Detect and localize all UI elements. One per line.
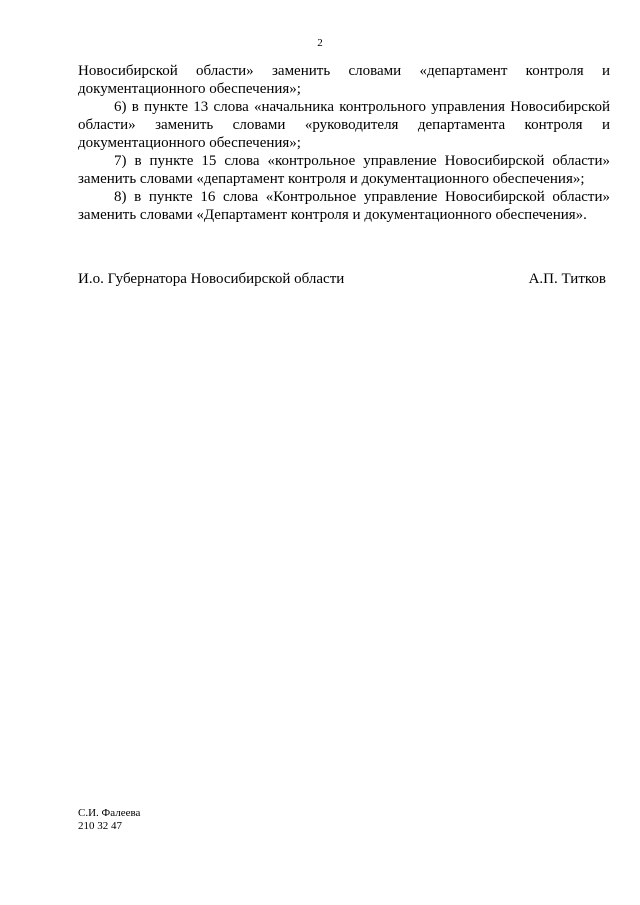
paragraph-item-6: 6) в пункте 13 слова «начальника контрольного управления Новосибирской области» заменить словами «руководителя департамента контроля и документационного обеспечения»; (78, 99, 610, 151)
executor-phone: 210 32 47 (78, 820, 122, 832)
signatory-title: И.о. Губернатора Новосибирской области (78, 271, 345, 287)
document-body (78, 62, 610, 224)
page-number: 2 (317, 37, 323, 49)
executor-block (78, 807, 140, 833)
signature-block (78, 270, 610, 290)
signatory-name: А.П. Титков (528, 271, 606, 287)
paragraph-item-8: 8) в пункте 16 слова «Контрольное управление Новосибирской области» заменить словами «Департамент контроля и документационного обеспечения». (78, 189, 610, 223)
paragraph-continuation: Новосибирской области» заменить словами «департамент контроля и документационного обеспечения»; (78, 63, 610, 97)
executor-name: С.И. Фалеева (78, 807, 141, 819)
paragraph-item-7: 7) в пункте 15 слова «контрольное управление Новосибирской области» заменить словами «департамент контроля и документационного обеспечения»; (78, 153, 610, 187)
